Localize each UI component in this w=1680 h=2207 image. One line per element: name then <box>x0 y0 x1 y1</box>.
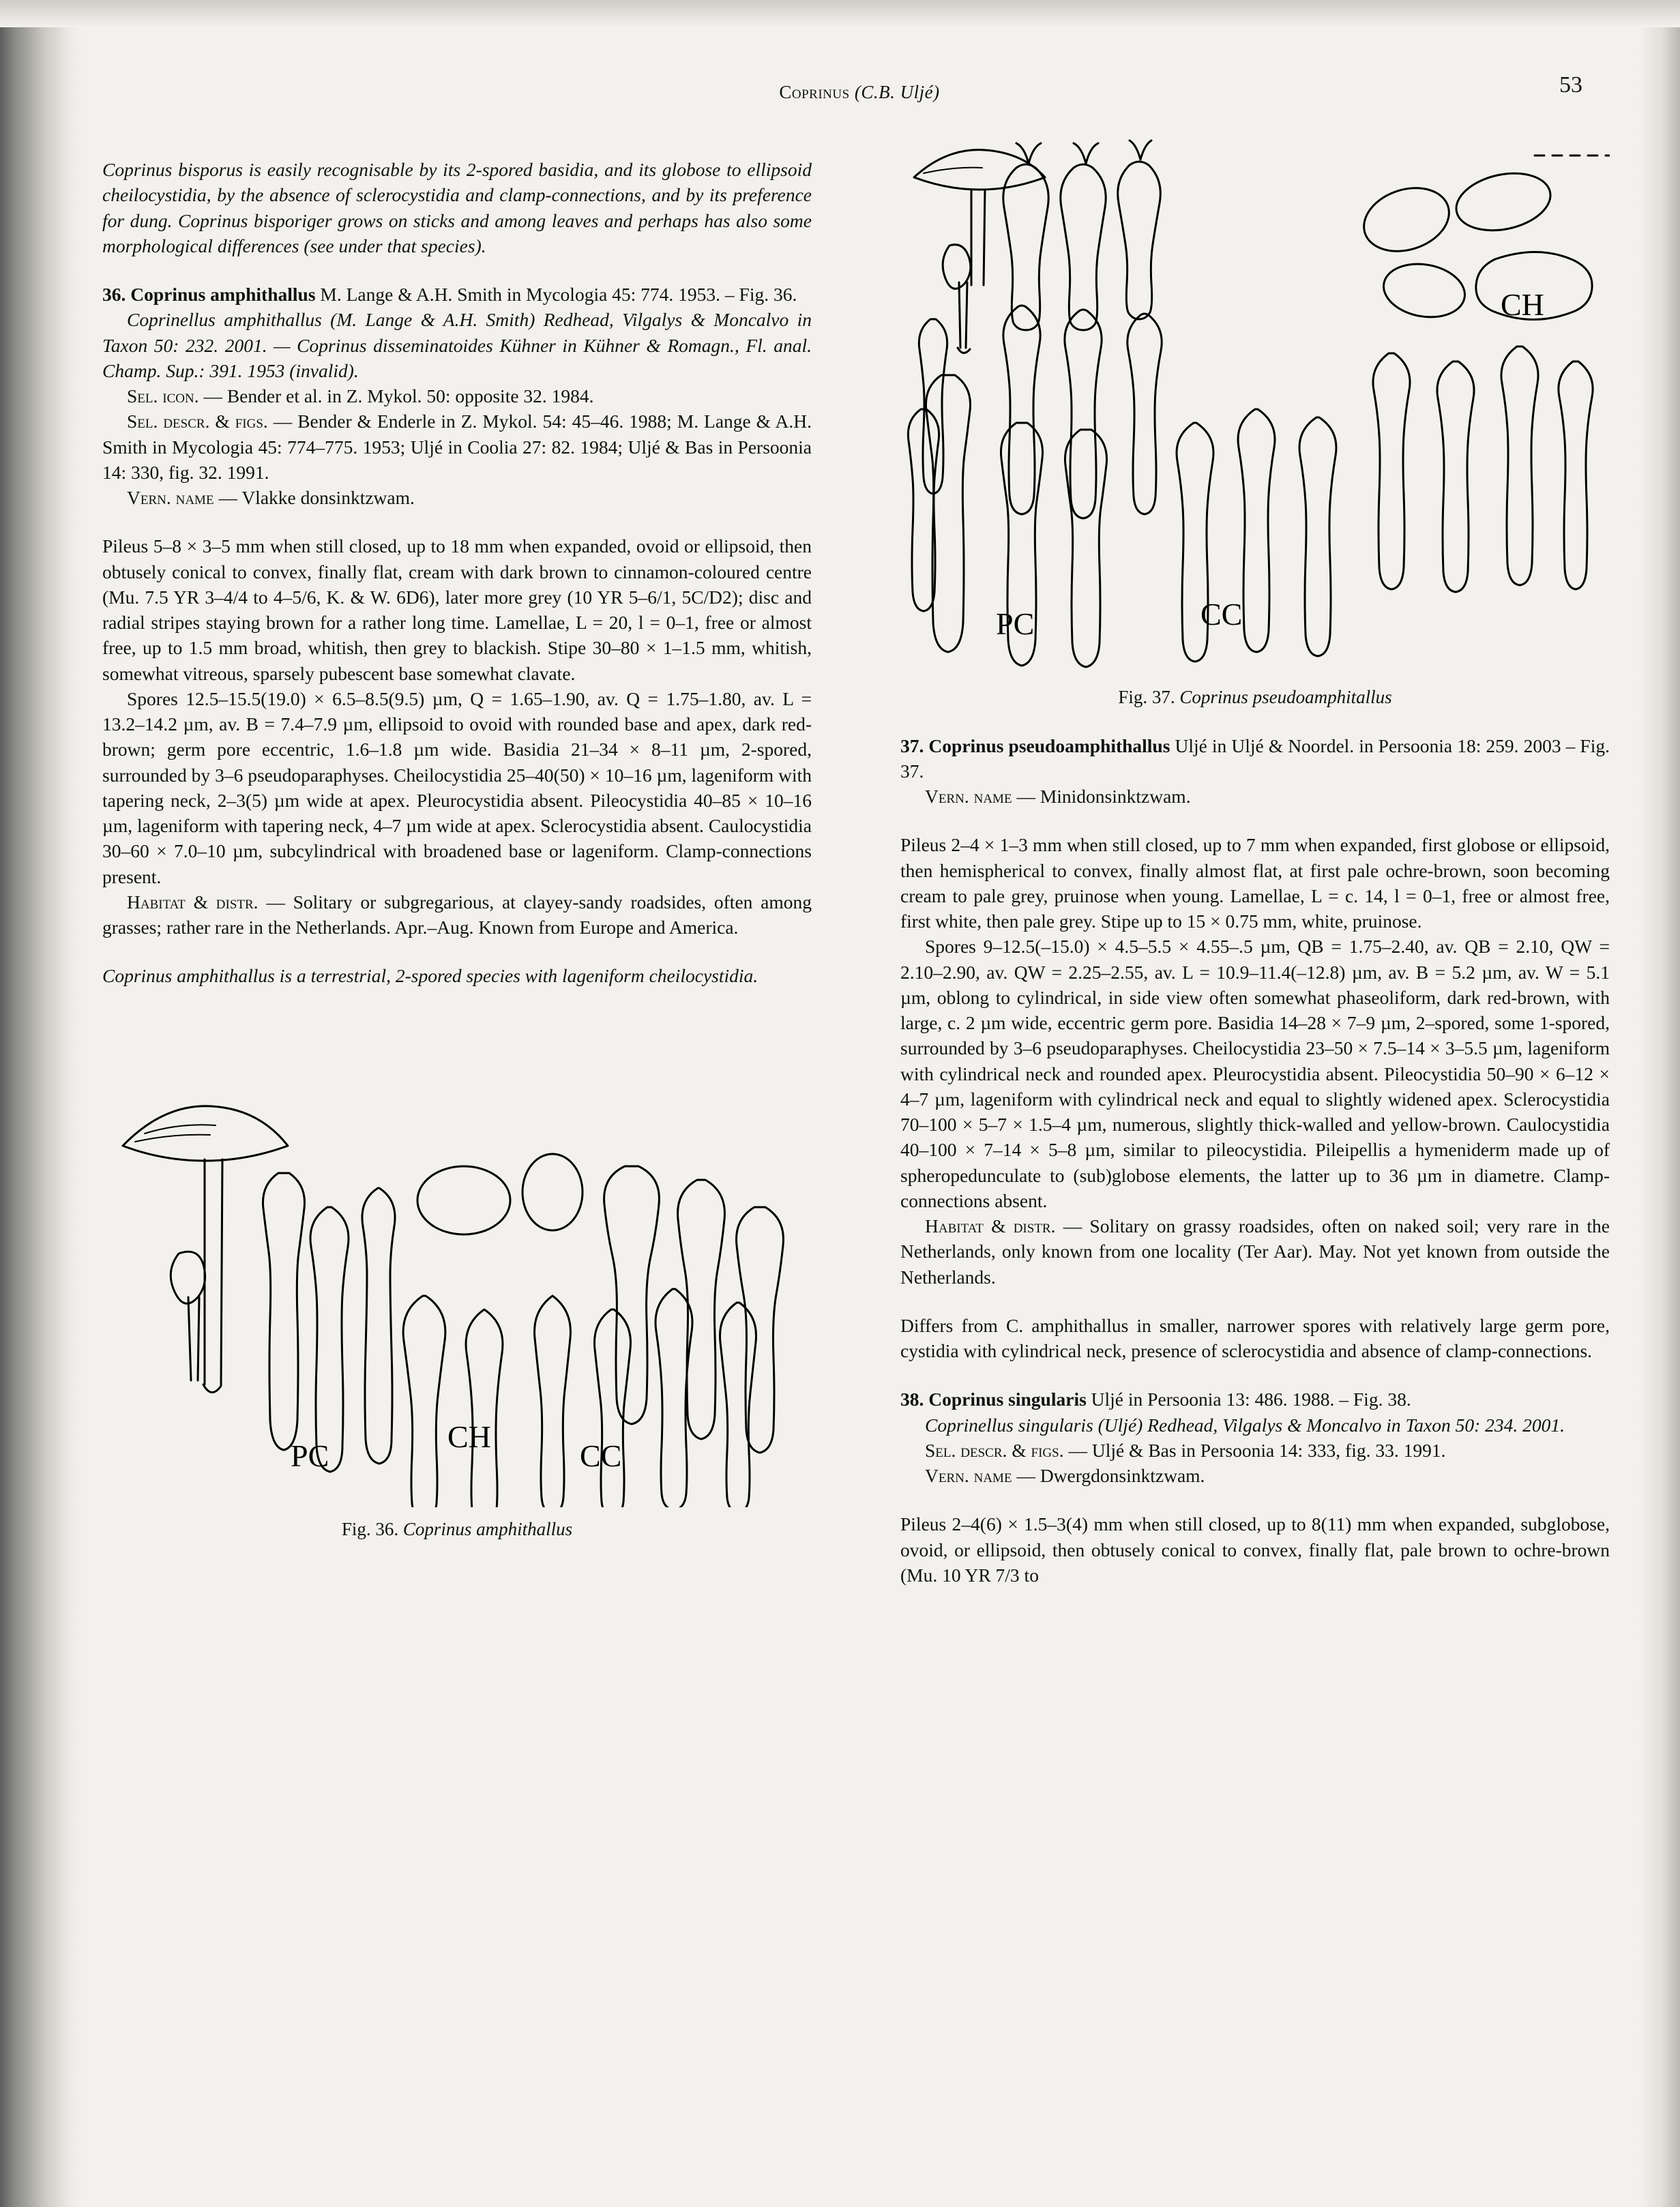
page-number: 53 <box>1559 72 1582 98</box>
species-36-heading <box>102 282 812 307</box>
species-36-synonym-text: Coprinellus amphithallus (M. Lange & A.H. Smith) Redhead, Vilgalys & Moncalvo in Taxon 50: 232. 2001. — Coprinus disseminatoides Kühner in Kühner & Romagn., Fl. anal. Champ. Sup.: 391. 1953 (invalid). <box>102 309 812 381</box>
page-content <box>95 48 1623 2162</box>
species-36-sel-icon <box>102 383 812 409</box>
figure-37-label-ch: CH <box>1501 287 1544 322</box>
spacer <box>900 809 1610 832</box>
species-38-name: 38. Coprinus singularis <box>900 1389 1087 1410</box>
species-36-synonym <box>102 307 812 383</box>
species-37-differs: Differs from C. amphithallus in smaller, narrower spores with relatively large germ pore, cystidia with cylindrical neck, presence of sclerocystidia and absence of clamp-connections. <box>900 1314 1610 1362</box>
spacer <box>900 710 1610 733</box>
spacer <box>900 1488 1610 1511</box>
figure-37-caption <box>900 685 1610 710</box>
vern-text-38: — Dwergdonsinktzwam. <box>1016 1465 1205 1487</box>
species-37-name: 37. Coprinus pseudoamphithallus <box>900 735 1170 756</box>
species-38-synonym <box>900 1412 1610 1438</box>
species-37-description: Pileus 2–4 × 1–3 mm when still closed, up to 7 mm when expanded, first globose or ellipsoid, then hemispherical to convex, finally almost flat, at first pale ochre-brown, soon becoming cream to pale grey, pruinose when young. Lamellae, L = c. 14, l = 0–1, free or almost free, first white, then pale grey. Stipe up to 15 × 0.75 mm, white, pruinose. <box>900 834 1610 932</box>
page-right-shadow <box>1639 0 1680 2207</box>
vern-text: — Vlakke donsinktzwam. <box>218 487 415 508</box>
figure-36-caption-name: Coprinus amphithallus <box>402 1518 573 1539</box>
habitat-text: — Solitary or subgregarious, at clayey-sandy roadsides, often among grasses; rather rare in the Netherlands. Apr.–Aug. Known from Europe and America. <box>102 891 812 938</box>
vern-label: Vern. name <box>127 487 214 508</box>
page-left-shadow <box>0 0 82 2207</box>
species-38-description: Pileus 2–4(6) × 1.5–3(4) mm when still closed, up to 8(11) mm when expanded, subglobose, ovoid, or ellipsoid, then obtusely conical to convex, finally flat, pale brown to ochre-brown (Mu. 10 YR 7/3 to <box>900 1513 1610 1586</box>
figure-37-caption-name: Coprinus pseudoamphitallus <box>1179 687 1392 707</box>
species-37-habitat <box>900 1213 1610 1290</box>
figure-36-label-pc: PC <box>291 1438 329 1473</box>
running-head-author: (C.B. Uljé) <box>854 82 940 102</box>
species-38-vern <box>900 1463 1610 1488</box>
vern-text-37: — Minidonsinktzwam. <box>1016 786 1191 808</box>
page-sheet <box>82 27 1644 2182</box>
sel-icon-text: — Bender et al. in Z. Mykol. 50: opposite 32. 1984. <box>203 385 594 406</box>
habitat-label-37: Habitat & distr. <box>925 1215 1056 1237</box>
habitat-label: Habitat & distr. <box>127 891 259 913</box>
spacer <box>102 510 812 533</box>
species-37-heading <box>900 733 1610 784</box>
species-36-authority: M. Lange & A.H. Smith in Mycologia 45: 774. 1953. – Fig. 36. <box>320 284 797 305</box>
running-head-genus: Coprinus <box>779 82 850 102</box>
species-36-micro: Spores 12.5–15.5(19.0) × 6.5–8.5(9.5) µm, Q = 1.65–1.90, av. Q = 1.75–1.80, av. L = 13.2–14.2 µm, av. B = 7.4–7.9 µm, ellipsoid to ovoid with rounded base and apex, dark red-brown; germ pore eccentric, 1.6–1.8 µm wide. Basidia 21–34 × 8–11 µm, 2-spored, surrounded by 3–6 pseudoparaphyses. Cheilocystidia 25–40(50) × 10–16 µm, lageniform with tapering neck, 2–3(5) µm wide at apex. Pleurocystidia absent. Pileocystidia 40–85 × 10–16 µm, lageniform with tapering neck, 4–7 µm wide at apex. Sclerocystidia absent. Caulocystidia 30–60 × 7.0–10 µm, subcylindrical with broadened base or lageniform. Clamp-connections present. <box>102 687 812 887</box>
figure-37-caption-prefix: Fig. 37. <box>1118 687 1175 707</box>
species-38-synonym-text: Coprinellus singularis (Uljé) Redhead, Vilgalys & Moncalvo in Taxon 50: 234. 2001. <box>925 1414 1565 1436</box>
habitat-text-37: — Solitary on grassy roadsides, often on naked soil; very rare in the Netherlands, only known from one locality (Ter Aar). May. Not yet known from outside the Netherlands. <box>900 1215 1610 1288</box>
figure-36 <box>102 1071 812 1542</box>
figure-36-caption <box>102 1517 812 1542</box>
figure-36-drawing <box>102 1071 812 1507</box>
sel-descr-label-38: Sel. descr. & figs. <box>925 1439 1064 1461</box>
species-36-habitat <box>102 889 812 940</box>
figure-36-label-ch: CH <box>447 1419 491 1454</box>
vern-label-38: Vern. name <box>925 1465 1012 1487</box>
figure-36-caption-prefix: Fig. 36. <box>341 1518 399 1539</box>
figure-36-label-cc: CC <box>580 1438 622 1473</box>
species-38-authority: Uljé in Persoonia 13: 486. 1988. – Fig. 38. <box>1091 1389 1411 1410</box>
page-top-shadow <box>0 0 1680 27</box>
species-36-sel-descr <box>102 409 812 485</box>
spacer <box>900 1290 1610 1313</box>
left-column <box>102 157 812 1541</box>
figure-37-drawing <box>900 136 1610 675</box>
species-37-vern <box>900 784 1610 809</box>
sel-descr-text: — Bender & Enderle in Z. Mykol. 54: 45–46. 1988; M. Lange & A.H. Smith in Mycologia 45: 774–775. 1953; Uljé in Coolia 27: 82. 1984; Uljé & Bas in Persoonia 14: 330, fig. 32. 1991. <box>102 411 812 483</box>
species-37-authority: Uljé in Uljé & Noordel. in Persoonia 18: 259. 2003 – Fig. 37. <box>900 735 1610 782</box>
species-36-remark-text: Coprinus amphithallus is a terrestrial, 2-spored species with lageniform cheilocystidia. <box>102 965 758 987</box>
species-37-micro: Spores 9–12.5(–15.0) × 4.5–5.5 × 4.55–.5 µm, QB = 1.75–2.40, av. QB = 2.10, QW = 2.10–2.90, av. QW = 2.25–2.55, av. L = 10.9–11.4(–12.8) µm, av. B = 5.2 µm, av. W = 5.1 µm, oblong to cylindrical, in side view often somewhat phaseoliform, dark red-brown, with large, c. 2 µm wide, eccentric germ pore. Basidia 14–28 × 7–9 µm, 2–spored, some 1-spored, surrounded by 3–6 pseudoparaphyses. Cheilocystidia 23–50 × 7.5–14 × 3–5.5 µm, lageniform with cylindrical neck and rounded apex. Pleurocystidia absent. Pileocystidia 50–90 × 6–12 × 4–7 µm, lageniform with cylindrical neck and equal to slightly widened apex. Sclerocystidia 70–100 × 5–7 × 1.5–4 µm, numerous, slightly thick-walled and yellow-brown. Caulocystidia 40–100 × 7–14 × 5–8 µm, similar to pileocystidia. Pileipellis a hymeniderm made up of spheropedunculate to (sub)globose elements, the latter up to 36 µm in diametre. Clamp-connections absent. <box>900 936 1610 1211</box>
species-38-heading <box>900 1387 1610 1412</box>
spacer <box>900 1363 1610 1387</box>
spacer <box>102 940 812 963</box>
figure-37-label-pc: PC <box>996 606 1035 641</box>
right-column <box>900 157 1610 1588</box>
paragraph-bisporus <box>102 157 812 258</box>
species-36-name: 36. Coprinus amphithallus <box>102 284 316 305</box>
vern-label-37: Vern. name <box>925 786 1012 808</box>
species-36-description: Pileus 5–8 × 3–5 mm when still closed, up to 18 mm when expanded, ovoid or ellipsoid, then obtusely conical to convex, finally flat, cream with dark brown to cinnamon-coloured centre (Mu. 7.5 YR 3–4/4 to 4–5/6, K. & W. 6D6), later more grey (10 YR 5–6/1, 5C/D2); disc and radial stripes staying brown for a rather long time. Lamellae, L = 20, l = 0–1, free or almost free, up to 1.5 mm broad, whitish, then grey to blackish. Stipe 30–80 × 1–1.5 mm, whitish, somewhat vitreous, sparsely pubescent base somewhat clavate. <box>102 535 812 684</box>
figure-37 <box>900 136 1610 710</box>
species-36-remark <box>102 963 812 988</box>
spacer <box>102 258 812 282</box>
sel-descr-label: Sel. descr. & figs. <box>127 411 268 432</box>
running-head <box>95 82 1623 103</box>
paragraph-bisporus-text: Coprinus bisporus is easily recognisable by its 2-spored basidia, and its globose to ellipsoid cheilocystidia, by the absence of sclerocystidia and clamp-connections, and by its preference for dung. Coprinus bisporiger grows on sticks and among leaves and perhaps has also some morphological differences (see under that species). <box>102 159 812 256</box>
species-36-vern <box>102 485 812 510</box>
sel-icon-label: Sel. icon. <box>127 385 199 406</box>
species-38-sel-descr <box>900 1438 1610 1463</box>
sel-descr-text-38: — Uljé & Bas in Persoonia 14: 333, fig. 33. 1991. <box>1068 1439 1446 1461</box>
figure-37-label-cc: CC <box>1200 597 1243 632</box>
